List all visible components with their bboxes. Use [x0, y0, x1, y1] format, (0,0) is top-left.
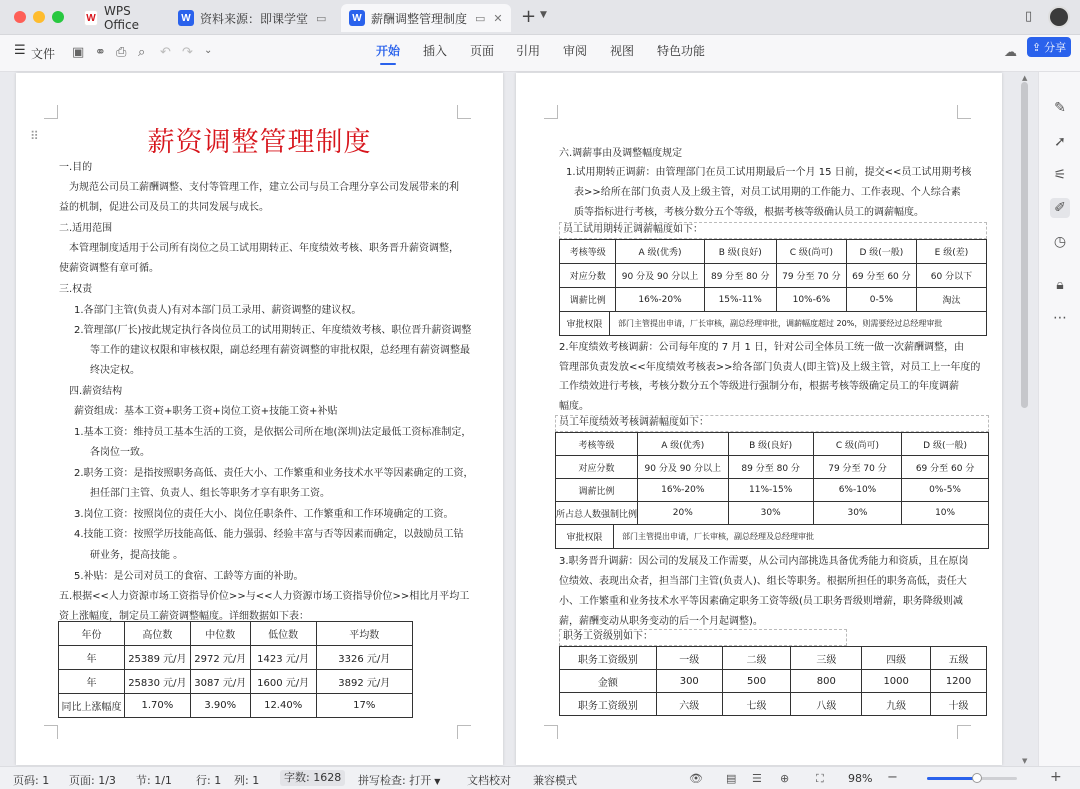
paragraph-line: 薪，薪酬变动从职务变动的后一个月起调整)。 — [559, 616, 763, 627]
table-cell: 调薪比例 — [556, 479, 638, 502]
table-cell: 500 — [722, 670, 791, 693]
paragraph-line: 位绩效、表现出众者，担当部门主管(负责人)、组长等职务。根据所担任的职务高低，责任大 — [559, 576, 967, 587]
table-cell: B 级(良好) — [704, 240, 776, 264]
paragraph-line: 2.管理部(厂长)按此规定执行各岗位员工的试用期转正、年度绩效考核、职位晋升薪资调整 — [74, 325, 472, 336]
wps-logo-icon: W — [84, 10, 98, 26]
word-doc-icon: W — [178, 10, 194, 26]
document-workspace[interactable] — [0, 72, 1038, 766]
table-cell: 淘汰 — [916, 288, 986, 312]
paragraph-line: 五.根据<<人力资源市场工资指导价位>>与<<人力资源市场工资指导价位>>相比月平均工 — [59, 591, 470, 602]
print-icon[interactable]: ⎙ — [116, 45, 127, 60]
print-preview-icon[interactable]: ⌕ — [138, 45, 146, 60]
table-cell: 79 分至 70 分 — [813, 456, 901, 479]
zoom-slider-handle[interactable] — [972, 773, 982, 783]
table-row — [560, 264, 987, 288]
word-doc-icon: W — [349, 10, 365, 26]
table-caption: 员工年度绩效考核调薪幅度如下： — [555, 415, 989, 432]
tab-review[interactable]: 审阅 — [563, 44, 588, 58]
more-icon[interactable]: ⋯ — [1053, 310, 1067, 326]
paragraph-line: 1.基本工资：维持员工基本生活的工资，是依据公司所在地(深圳)法定最低工资标准制定， — [74, 427, 472, 438]
table-cell: 考核等级 — [560, 240, 616, 264]
table-cell: 对应分数 — [560, 264, 616, 288]
chevron-down-icon[interactable]: ⌄ — [204, 45, 213, 56]
table-cell: 25830 元/月 — [124, 670, 190, 694]
maximize-window-button[interactable] — [52, 11, 64, 23]
paragraph-line: 一.目的 — [59, 162, 93, 173]
table-cell: 60 分以下 — [916, 264, 986, 288]
page-2[interactable] — [516, 73, 1002, 765]
table-cell: C 级(尚可) — [813, 433, 901, 456]
table-cell: 69 分至 60 分 — [846, 264, 916, 288]
word-count[interactable]: 字数: 1628 — [280, 770, 345, 786]
table-row — [59, 646, 413, 670]
table-cell: 对应分数 — [556, 456, 638, 479]
share-icon: ⇪ — [1031, 40, 1042, 54]
paragraph-line: 2.职务工资：是指按照职务高低、责任大小、工作繁重和业务技术水平等因素确定的工资， — [74, 468, 474, 479]
tab-label: 资料来源：即课学堂 — [200, 11, 309, 26]
table-cell: 六级 — [656, 693, 722, 716]
table-cell: 16%-20% — [638, 479, 729, 502]
proofread-button[interactable]: 文档校对 — [467, 774, 511, 787]
monitor-icon: ▭ — [316, 11, 327, 25]
paragraph-line: 3.岗位工资：按照岗位的责任大小、岗位任职条件、工作繁重和工作环境确定的工资。 — [74, 509, 454, 520]
redo-icon[interactable]: ↷ — [182, 45, 193, 60]
margin-corner — [457, 725, 471, 739]
table-cell: 五级 — [931, 647, 987, 670]
table-cell: 高位数 — [124, 622, 190, 646]
vertical-scrollbar[interactable] — [1021, 82, 1028, 408]
paragraph-line: 幅度。 — [559, 401, 589, 412]
table-cell: 年份 — [59, 622, 125, 646]
table-cell: D 级(一般) — [846, 240, 916, 264]
approval-row — [555, 524, 989, 549]
margin-corner — [544, 725, 558, 739]
share-button[interactable]: ⇪ 分享 — [1027, 37, 1071, 57]
table-cell: 所占总人数强制比例 — [556, 502, 638, 525]
table-cell: 三级 — [791, 647, 862, 670]
paragraph-line: 2.年度绩效考核调薪：公司每年度的 7 月 1 日，针对公司全体员工统一做一次薪酬调整，由 — [559, 342, 964, 353]
table-cell: 6%-10% — [813, 479, 901, 502]
margin-corner — [957, 725, 971, 739]
table-cell: 20% — [638, 502, 729, 525]
page-view-icon[interactable]: ▤ — [726, 772, 737, 785]
paragraph-line: 薪资组成：基本工资+职务工资+岗位工资+技能工资+补贴 — [74, 406, 338, 417]
drag-handle-icon[interactable]: ⠿ — [30, 129, 39, 143]
tab-label: 薪酬调整管理制度 — [371, 11, 468, 26]
page-count[interactable]: 页面: 1/3 — [69, 774, 116, 787]
page-1[interactable] — [16, 73, 503, 765]
paragraph-line: 3.职务晋升调薪：因公司的发展及工作需要，从公司内部挑选具备优秀能力和资质，且在原岗 — [559, 556, 969, 567]
table-cell: 79 分至 70 分 — [776, 264, 846, 288]
edit-document-icon[interactable]: ✐ — [1050, 198, 1070, 218]
paragraph-line: 管理部负责发放<<年度绩效考核表>>给各部门负责人(即主管)及上级主管，对员工上一年度的 — [559, 362, 981, 373]
job-level-table — [559, 646, 987, 716]
table-cell: 中位数 — [190, 622, 250, 646]
table-cell: 30% — [813, 502, 901, 525]
hamburger-icon[interactable]: ☰ — [14, 43, 26, 58]
paragraph-line: 研业务，提高技能 。 — [90, 550, 184, 561]
table-cell: 30% — [728, 502, 813, 525]
paragraph-line: 二.适用范围 — [59, 223, 113, 234]
tab-label: WPS Office — [103, 4, 139, 32]
table-cell: 3.90% — [190, 694, 250, 718]
pen-icon[interactable]: ✎ — [1054, 100, 1066, 116]
paragraph-line: 小、工作繁重和业务技术水平等因素确定职务工资等级(员工职务晋级则增薪，职务降级则减 — [559, 596, 963, 607]
table-cell: 69 分至 60 分 — [902, 456, 989, 479]
margin-corner — [44, 105, 58, 119]
table-cell: 四级 — [862, 647, 931, 670]
table-cell: 300 — [656, 670, 722, 693]
margin-corner — [457, 105, 471, 119]
zoom-slider[interactable] — [927, 777, 1017, 780]
monitor-icon: ▭ — [475, 11, 486, 25]
close-window-button[interactable] — [14, 11, 26, 23]
ribbon-toolbar — [0, 35, 1080, 72]
table-cell: 0%-5% — [902, 479, 989, 502]
table-cell: 90 分及 90 分以上 — [616, 264, 704, 288]
new-tab-button[interactable]: + — [521, 6, 537, 27]
table-cell: A 级(优秀) — [616, 240, 704, 264]
document-title: 薪资调整管理制度 — [147, 127, 372, 158]
zoom-in-button[interactable]: + — [1050, 769, 1062, 785]
zoom-level[interactable]: 98% — [848, 772, 873, 785]
table-cell: 0-5% — [846, 288, 916, 312]
paragraph-line: 使薪资调整有章可循。 — [59, 263, 159, 274]
table-row — [560, 312, 987, 336]
table-row — [560, 647, 987, 670]
table-cell: 3892 元/月 — [316, 670, 412, 694]
compat-mode: 兼容模式 — [533, 774, 577, 787]
avatar[interactable] — [1048, 6, 1070, 28]
table-row — [556, 433, 989, 456]
table-cell: 17% — [316, 694, 412, 718]
page-code[interactable]: 页码: 1 — [13, 774, 50, 787]
table-cell: 16%-20% — [616, 288, 704, 312]
paragraph-line: 4.技能工资：按照学历技能高低、能力强弱、经验丰富与否等因素而确定，以鼓励员工钻 — [74, 529, 464, 540]
zoom-out-button[interactable]: − — [887, 770, 898, 785]
table-cell: 二级 — [722, 647, 791, 670]
table-cell: 2972 元/月 — [190, 646, 250, 670]
history-icon[interactable]: ◷ — [1053, 234, 1067, 250]
sliders-icon[interactable]: ⚟ — [1053, 167, 1067, 183]
paragraph-line: 等工作的建议权限和审核权限，副总经理有薪资调整的审批权限，总经理有薪资调整最 — [90, 345, 470, 356]
table-cell: 职务工资级别 — [560, 693, 657, 716]
paragraph-line: 资上涨幅度，制定员工薪资调整幅度。详细数据如下表： — [59, 611, 309, 622]
table-cell: 考核等级 — [556, 433, 638, 456]
approval-row — [559, 311, 987, 336]
paragraph-line: 益的机制，促进公司及员工的共同发展与成长。 — [59, 202, 269, 213]
tab-special-features[interactable]: 特色功能 — [657, 44, 706, 58]
tab-wps-office[interactable] — [76, 4, 168, 32]
spell-check-toggle[interactable]: 拼写检查: 打开 ▼ — [358, 774, 441, 787]
section-indicator[interactable]: 节: 1/1 — [136, 774, 172, 787]
table-cell: 十级 — [931, 693, 987, 716]
annual-raise-table — [555, 432, 989, 525]
table-cell: 职务工资级别 — [560, 647, 657, 670]
table-cell: 10% — [902, 502, 989, 525]
table-row — [556, 456, 989, 479]
table-cell: 15%-11% — [704, 288, 776, 312]
table-cell: 1.70% — [124, 694, 190, 718]
table-cell: 12.40% — [250, 694, 316, 718]
margin-corner — [957, 105, 971, 119]
paragraph-line: 为规范公司员工薪酬调整、支付等管理工作，建立公司与员工合理分享公司发展带来的利 — [69, 182, 459, 193]
table-cell: 90 分及 90 分以上 — [638, 456, 729, 479]
table-row — [560, 693, 987, 716]
margin-corner — [544, 105, 558, 119]
paragraph-line: 担任部门主管、负责人、组长等职务才享有职务工资。 — [90, 488, 330, 499]
table-cell: 八级 — [791, 693, 862, 716]
table-cell: 年 — [59, 646, 125, 670]
paragraph-line: 1.各部门主管(负责人)有对本部门员工录用、薪资调整的建议权。 — [74, 305, 362, 316]
column-indicator[interactable]: 列: 1 — [234, 774, 260, 787]
table-row — [59, 670, 413, 694]
margin-corner — [44, 725, 58, 739]
table-cell: 调薪比例 — [560, 288, 616, 312]
table-cell: 平均数 — [316, 622, 412, 646]
table-row — [59, 622, 413, 646]
table-cell: C 级(尚可) — [776, 240, 846, 264]
paragraph-line: 本管理制度适用于公司所有岗位之员工试用期转正、年度绩效考核、职务晋升薪资调整， — [69, 243, 459, 254]
table-cell: 800 — [791, 670, 862, 693]
table-cell: 1423 元/月 — [250, 646, 316, 670]
minimize-window-button[interactable] — [33, 11, 45, 23]
table-cell: 11%-15% — [728, 479, 813, 502]
status-bar — [0, 766, 1080, 789]
table-cell: 10%-6% — [776, 288, 846, 312]
fit-page-icon[interactable]: ⛶ — [816, 772, 824, 785]
table-cell: 一级 — [656, 647, 722, 670]
table-cell: 部门主管提出申请，厂长审核，副总经理审批，调薪幅度超过 20%，则需要经过总经理审批 — [610, 312, 987, 336]
sidebar-toggle-icon[interactable]: ▯ — [1025, 9, 1033, 24]
paragraph-line: 1.试用期转正调薪：由管理部门在员工试用期最后一个月 15 日前，提交<<员工试用期考核 — [566, 167, 972, 178]
cursor-icon[interactable]: ➚ — [1054, 134, 1066, 150]
paragraph-line: 六.调薪事由及调整幅度规定 — [559, 148, 683, 159]
cloud-icon[interactable]: ☁ — [1004, 45, 1017, 60]
tab-salary-document[interactable] — [341, 4, 511, 32]
paragraph-line: 终决定权。 — [90, 365, 140, 376]
link-icon[interactable]: ⚭ — [95, 45, 106, 60]
table-cell: 1600 元/月 — [250, 670, 316, 694]
tab-references[interactable]: 引用 — [516, 44, 541, 58]
table-cell: 3087 元/月 — [190, 670, 250, 694]
tab-page[interactable]: 页面 — [470, 44, 495, 58]
file-menu[interactable]: 文件 — [31, 47, 56, 61]
table-cell: 金额 — [560, 670, 657, 693]
undo-icon[interactable]: ↶ — [160, 45, 171, 60]
table-row — [556, 502, 989, 525]
paragraph-line: 5.补贴：是公司对员工的食宿、工龄等方面的补助。 — [74, 571, 304, 582]
table-cell: 年 — [59, 670, 125, 694]
paragraph-line: 质等指标进行考核，考核分数分五个等级，根据考核等级确认员工的调薪幅度。 — [574, 207, 924, 218]
salary-data-table — [58, 621, 413, 718]
table-caption: 员工试用期转正调薪幅度如下： — [559, 222, 987, 239]
paragraph-line: 四.薪资结构 — [69, 386, 123, 397]
lock-icon[interactable]: 🔒︎ — [1056, 277, 1064, 293]
zoom-slider-fill — [927, 777, 977, 780]
table-row — [560, 240, 987, 264]
table-cell: 3326 元/月 — [316, 646, 412, 670]
table-cell: 审批权限 — [560, 312, 610, 336]
web-view-icon[interactable]: ⊕ — [780, 772, 790, 785]
tab-source-document[interactable] — [170, 4, 338, 32]
table-cell: 1200 — [931, 670, 987, 693]
close-tab-icon[interactable]: ✕ — [493, 11, 503, 25]
table-row — [556, 479, 989, 502]
paragraph-line: 各岗位一致。 — [90, 447, 150, 458]
table-cell: A 级(优秀) — [638, 433, 729, 456]
tab-insert[interactable]: 插入 — [423, 44, 448, 58]
chevron-down-icon[interactable]: ▼ — [540, 10, 547, 20]
outline-view-icon[interactable]: ☰ — [752, 772, 762, 785]
table-cell: D 级(一般) — [902, 433, 989, 456]
title-bar — [0, 0, 1080, 35]
chevron-down-icon: ▼ — [434, 777, 441, 786]
table-cell: 25389 元/月 — [124, 646, 190, 670]
save-icon[interactable]: ▣ — [72, 45, 85, 60]
probation-raise-table — [559, 239, 987, 312]
table-cell: 九级 — [862, 693, 931, 716]
table-cell: E 级(差) — [916, 240, 986, 264]
row-indicator[interactable]: 行: 1 — [196, 774, 222, 787]
tab-view[interactable]: 视图 — [610, 44, 635, 58]
eye-icon[interactable]: 👁︎ — [689, 772, 703, 785]
paragraph-line: 表>>给所在部门负责人及上级主管，对员工试用期的工作能力、工作表现、个人综合素 — [574, 187, 961, 198]
paragraph-line: 工作绩效进行考核，考核分数分五个等级进行强制分布，根据考核等级确定员工的年度调薪 — [559, 381, 959, 392]
table-cell: 低位数 — [250, 622, 316, 646]
table-row — [560, 288, 987, 312]
table-cell: 89 分至 80 分 — [704, 264, 776, 288]
table-row — [560, 670, 987, 693]
scroll-up-icon[interactable]: ▲ — [1022, 74, 1028, 82]
scroll-down-icon[interactable]: ▼ — [1022, 757, 1028, 765]
table-cell: 部门主管提出申请，厂长审核，副总经理及总经理审批 — [614, 525, 989, 549]
table-cell: 89 分至 80 分 — [728, 456, 813, 479]
table-cell: 七级 — [722, 693, 791, 716]
table-cell: 审批权限 — [556, 525, 614, 549]
table-cell: 同比上涨幅度 — [59, 694, 125, 718]
paragraph-line: 三.权责 — [59, 284, 93, 295]
tab-home[interactable]: 开始 — [376, 39, 400, 67]
table-cell: 1000 — [862, 670, 931, 693]
table-caption: 职务工资级别如下： — [559, 629, 847, 646]
table-row — [59, 694, 413, 718]
table-cell: B 级(良好) — [728, 433, 813, 456]
table-row — [556, 525, 989, 549]
right-sidebar — [1038, 72, 1080, 766]
